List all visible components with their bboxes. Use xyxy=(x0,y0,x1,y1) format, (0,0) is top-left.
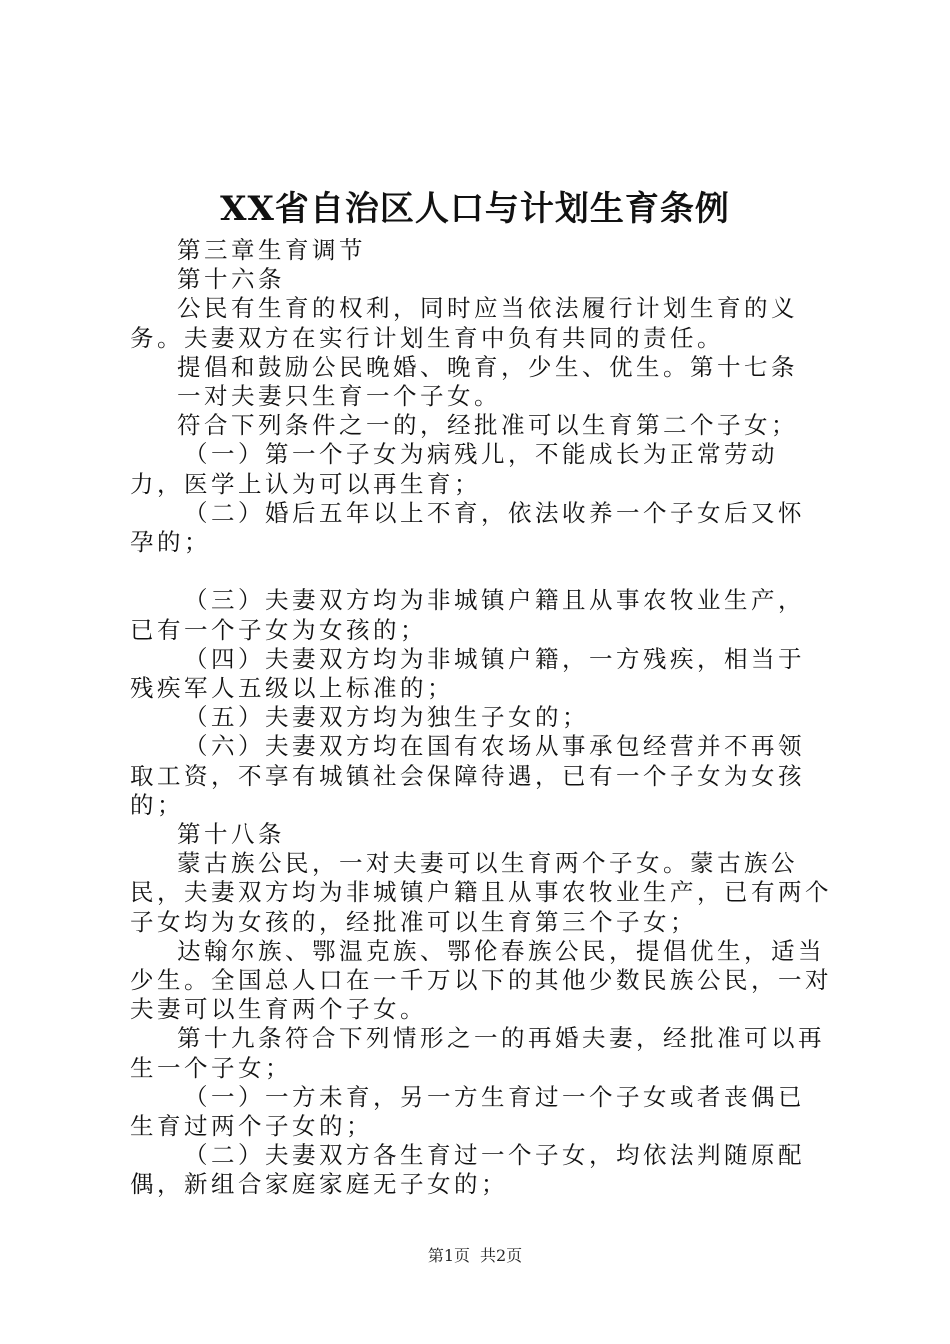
page-number-current: 第1页 xyxy=(427,1246,470,1265)
page-footer xyxy=(0,1243,950,1266)
paragraph: 蒙古族公民，一对夫妻可以生育两个子女。蒙古族公民，夫妻双方均为非城镇户籍且从事农牧业生产，已有两个子女均为女孩的，经批准可以生育第三个子女； xyxy=(130,849,832,936)
list-item: （一）第一个子女为病残儿，不能成长为正常劳动力，医学上认为可以再生育； xyxy=(130,440,779,498)
list-item: （四）夫妻双方均为非城镇户籍，一方残疾，相当于残疾军人五级以上标准的； xyxy=(130,644,806,703)
paragraph: 第十九条符合下列情形之一的再婚夫妻，经批准可以再生一个子女； xyxy=(130,1024,825,1082)
list-item: （五）夫妻双方均为独生子女的； xyxy=(184,703,590,732)
list-item: （二）婚后五年以上不育，依法收养一个子女后又怀孕的； xyxy=(130,498,806,557)
article-heading: 第十六条 xyxy=(177,265,285,294)
article-heading: 第十八条 xyxy=(177,820,285,849)
blank-line xyxy=(130,557,832,586)
list-item: （六）夫妻双方均在国有农场从事承包经营并不再领取工资，不享有城镇社会保障待遇，已有一个子女为女孩的； xyxy=(130,732,806,819)
list-item: （三）夫妻双方均为非城镇户籍且从事农牧业生产，已有一个子女为女孩的； xyxy=(130,586,806,644)
chapter-heading: 第三章生育调节 xyxy=(177,236,366,264)
paragraph: 提倡和鼓励公民晚婚、晚育，少生、优生。第十七条 xyxy=(177,352,798,381)
paragraph: 符合下列条件之一的，经批准可以生育第二个子女； xyxy=(177,411,798,440)
paragraph: 达翰尔族、鄂温克族、鄂伦春族公民，提倡优生，适当少生。全国总人口在一千万以下的其他少数民族公民，一对夫妻可以生育两个子女。 xyxy=(130,936,832,1024)
list-item: （一）一方未育，另一方生育过一个子女或者丧偶已生育过两个子女的； xyxy=(130,1082,806,1141)
page-number-total: 共2页 xyxy=(480,1246,523,1265)
list-item: （二）夫妻双方各生育过一个子女，均依法判随原配偶，新组合家庭家庭无子女的； xyxy=(130,1141,806,1199)
document-title: XX省自治区人口与计划生育条例 xyxy=(220,189,730,229)
paragraph: 公民有生育的权利，同时应当依法履行计划生育的义务。夫妻双方在实行计划生育中负有共同的责任。 xyxy=(130,294,798,352)
document-body xyxy=(130,236,832,1200)
paragraph: 一对夫妻只生育一个子女。 xyxy=(177,382,501,411)
